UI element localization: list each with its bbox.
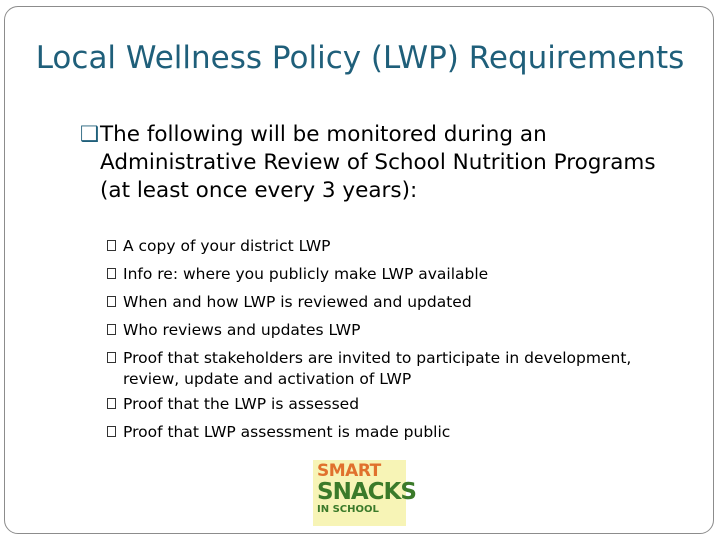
- square-bullet-icon: [107, 240, 116, 251]
- list-item: [107, 344, 687, 390]
- list-item-text: Proof that stakeholders are invited to participate in development,: [123, 349, 632, 367]
- list-item: [107, 418, 687, 446]
- main-bullet-line-2: Administrative Review of School Nutrition Programs: [100, 150, 656, 175]
- square-bullet-icon: [107, 426, 116, 437]
- bullet-marker-icon: ❑: [80, 122, 100, 147]
- list-item-text: Proof that the LWP is assessed: [123, 395, 360, 413]
- list-item-text: When and how LWP is reviewed and updated: [123, 293, 472, 311]
- square-bullet-icon: [107, 398, 116, 409]
- logo-line-smart: SMART: [317, 461, 381, 481]
- logo-line-in-school: IN SCHOOL: [317, 504, 379, 515]
- main-bullet-text: [100, 121, 670, 205]
- list-item-text: Info re: where you publicly make LWP available: [123, 265, 489, 283]
- smart-snacks-logo: [313, 460, 416, 526]
- list-item: [107, 288, 687, 316]
- list-item: [107, 260, 687, 288]
- list-item-text: Who reviews and updates LWP: [123, 321, 361, 339]
- square-bullet-icon: [107, 268, 116, 279]
- main-bullet: [80, 121, 670, 203]
- logo-line-snacks: SNACKS: [317, 479, 416, 505]
- list-item-text: A copy of your district LWP: [123, 237, 331, 255]
- list-item-continuation: review, update and activation of LWP: [123, 370, 412, 388]
- square-bullet-icon: [107, 296, 116, 307]
- list-item: [107, 316, 687, 344]
- sub-bullet-list: [107, 232, 687, 446]
- slide-title: Local Wellness Policy (LWP) Requirements: [35, 40, 685, 76]
- list-item: [107, 232, 687, 260]
- square-bullet-icon: [107, 324, 116, 335]
- square-bullet-icon: [107, 352, 116, 363]
- list-item-text: Proof that LWP assessment is made public: [123, 423, 451, 441]
- main-bullet-line-3: (at least once every 3 years):: [100, 178, 418, 203]
- list-item: [107, 390, 687, 418]
- main-bullet-line-1: The following will be monitored during an: [100, 122, 547, 147]
